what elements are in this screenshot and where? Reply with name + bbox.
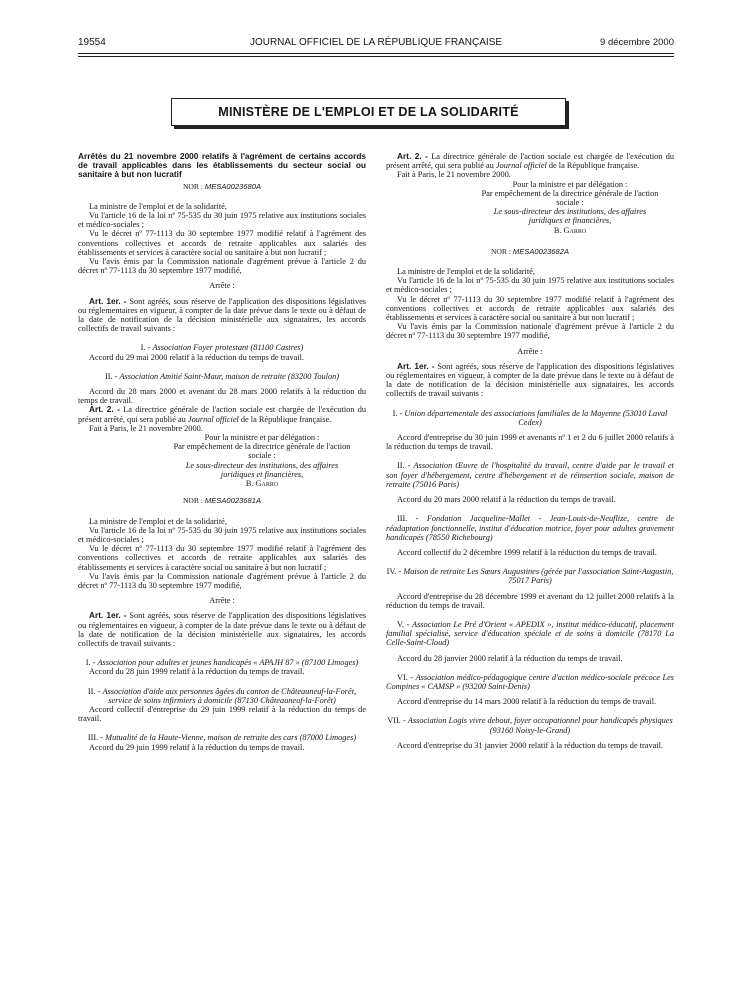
visa-paragraph: Vu l'article 16 de la loi nº 75-535 du 30 juin 1975 relative aux institutions sociales et médico-sociales ;	[78, 525, 366, 544]
page-number: 19554	[78, 37, 106, 48]
agreement-text: Accord d'entreprise du 14 mars 2000 relatif à la réduction du temps de travail.	[397, 697, 657, 707]
agreement-text: Accord d'entreprise du 31 janvier 2000 relatif à la réduction du temps de travail.	[397, 740, 663, 750]
agreement-entry	[386, 461, 674, 504]
agreement-text: Accord du 29 juin 1999 relatif à la réduction du temps de travail.	[89, 742, 305, 752]
nor-reference-3: NOR : MESA0023682A	[490, 246, 570, 256]
signature-date: Fait à Paris, le 21 novembre 2000.	[89, 423, 203, 433]
header-rule-bottom	[78, 56, 674, 57]
ministry-box	[171, 98, 566, 126]
visa-paragraph: Vu l'article 16 de la loi nº 75-535 du 30 juin 1975 relative aux institutions sociales et médico-sociales ;	[386, 276, 674, 295]
minister-line: La ministre de l'emploi et de la solidarité,	[89, 201, 227, 211]
agreement-text: Accord d'entreprise du 30 juin 1999 et avenants nº 1 et 2 du 6 juillet 2000 relatifs à la réduction du temps de travail.	[386, 433, 674, 452]
agreement-text: Accord collectif du 2 décembre 1999 relatif à la réduction du temps de travail.	[397, 547, 657, 557]
visa-paragraph: Vu l'avis émis par la Commission nationale d'agrément prévue à l'article 2 du décret nº 77-1113 du 30 septembre 1977 modifié,	[386, 322, 674, 341]
agreement-item: III. - Fondation Jacqueline-Mallet - Jean-Louis-de-Neuflize, centre de réadaptation fonctionnelle, institut d'éducation motrice, foyer pour adultes gravement handicapés (78550 Richebourg)	[386, 514, 675, 542]
agreement-entry	[386, 673, 674, 707]
agreement-entry	[386, 716, 674, 750]
minister-line: La ministre de l'emploi et de la solidarité,	[89, 516, 227, 526]
agreement-item: II. - Association Amitié Saint-Maur, maison de retraite (83200 Toulon)	[104, 371, 340, 381]
visa-paragraph: Vu l'avis émis par la Commission nationale d'agrément prévue à l'article 2 du décret nº 77-1113 du 30 septembre 1977 modifié,	[78, 571, 366, 590]
agreement-item: I. - Association Foyer protestant (81100 Castres)	[140, 343, 304, 353]
left-column	[78, 152, 366, 752]
minister-line: La ministre de l'emploi et de la solidarité,	[397, 267, 535, 277]
journal-title: JOURNAL OFFICIEL DE LA RÉPUBLIQUE FRANÇAISE	[249, 37, 503, 48]
agreement-entry	[386, 567, 674, 610]
agreement-item: II. - Association Œuvre de l'hospitalité du travail, centre d'aide par le travail et son foyer d'hébergement, centre d'hébergement et de réinsertion sociale, maison de retraite (75016 Paris)	[386, 461, 674, 489]
agreement-item: IV. - Maison de retraite Les Sœurs Augustines (gérée par l'association Saint-Augustin, 75017 Paris)	[386, 567, 674, 586]
agreement-text: Accord du 29 mai 2000 relatif à la réduction du temps de travail.	[89, 352, 304, 362]
signature-block: Pour la ministre et par délégation : Par empêchement de la directrice générale de l'action sociale : Le sous-directeur des institutions, des affaires juridiques et financières, B. Garro	[481, 179, 659, 235]
arrete-heading: Arrête :	[209, 281, 235, 291]
agreement-item: I. - Association pour adultes et jeunes handicapés « APAJH 87 » (87100 Limoges)	[85, 658, 359, 668]
nor-reference-1: NOR : MESA0023680A	[182, 181, 262, 191]
article-1: Art. 1er. - Sont agréés, sous réserve de l'application des dispositions législatives ou réglementaires en vigueur, à compter de la date prévue dans le texte ou à défaut de la date de notification de la décision ministérielle aux signataires, les accords collectifs de travail suivants :	[78, 610, 367, 648]
nor-reference-2: NOR : MESA0023681A	[182, 496, 262, 506]
article-2: Art. 2. - La directrice générale de l'action sociale est chargée de l'exécution du présent arrêté, qui sera publié au Journal officiel de la République française.	[386, 151, 674, 171]
decree-title: Arrêtés du 21 novembre 2000 relatifs à l'agrément de certains accords de travail applicables dans les établissements du secteur social ou sanitaire à but non lucratif	[78, 151, 366, 180]
visa-paragraph: Vu l'article 16 de la loi nº 75-535 du 30 juin 1975 relative aux institutions sociales et médico-sociales ;	[78, 211, 366, 230]
article-1: Art. 1er. - Sont agréés, sous réserve de l'application des dispositions législatives ou réglementaires en vigueur, à compter de la date prévue dans le texte ou à défaut de la date de notification de la décision ministérielle aux signataires, les accords collectifs de travail suivants :	[386, 360, 675, 399]
article-2: Art. 2. - La directrice générale de l'action sociale est chargée de l'exécution du présent arrêté, qui sera publié au Journal officiel de la République française.	[78, 404, 366, 424]
arrete-heading: Arrête :	[517, 346, 543, 356]
visa-paragraph: Vu le décret nº 77-1113 du 30 septembre 1977 modifié relatif à l'agrément des conventions collectives et accords de retraite applicables aux salariés des établissements et services à caractère social ou sanitaire à but non lucratif ;	[78, 229, 366, 257]
visa-paragraph: Vu le décret nº 77-1113 du 30 septembre 1977 modifié relatif à l'agrément des conventions collectives et accords de retraite applicables aux salariés des établissements et services à caractère social ou sanitaire à but non lucratif ;	[78, 544, 366, 572]
right-column	[386, 152, 674, 750]
agreement-text: Accord d'entreprise du 28 décembre 1999 et avenant du 12 juillet 2000 relatifs à la réduction du temps de travail.	[386, 591, 674, 610]
agreement-item: II. - Association d'aide aux personnes âgées du canton de Châteauneuf-la-Forêt, service de soins infirmiers à domicile (87130 Châteauneuf-la-Forêt)	[87, 686, 357, 705]
agreement-text: Accord du 28 janvier 2000 relatif à la réduction du temps de travail.	[397, 653, 623, 663]
arrete-heading: Arrête :	[209, 596, 235, 606]
agreement-item: VI. - Association médico-pédagogique centre d'action médico-sociale précoce Les Compines « CAMSP » (93200 Saint-Denis)	[386, 672, 674, 691]
agreement-text: Accord du 28 juin 1999 relatif à la réduction du temps de travail.	[89, 667, 305, 677]
agreement-text: Accord du 28 mars 2000 et avenant du 28 mars 2000 relatifs à la réduction du temps de travail.	[78, 387, 366, 406]
ministry-title: MINISTÈRE DE L'EMPLOI ET DE LA SOLIDARITÉ	[218, 105, 519, 119]
visa-paragraph: Vu l'avis émis par la Commission nationale d'agrément prévue à l'article 2 du décret nº 77-1113 du 30 septembre 1977 modifié,	[78, 257, 366, 276]
agreement-item: V. - Association Le Pré d'Orient « APEDIX », institut médico-éducatif, placement familial spécialisé, service d'éducation spéciale et de soins à domicile (78170 La Celle-Saint-Cloud)	[386, 619, 674, 648]
signature-block: Pour la ministre et par délégation : Par empêchement de la directrice générale de l'action sociale : Le sous-directeur des institutions, des affaires juridiques et financières, B. Garro	[173, 433, 351, 489]
signature-date: Fait à Paris, le 21 novembre 2000.	[397, 170, 511, 180]
agreement-entry	[386, 620, 674, 663]
agreement-entry	[386, 514, 674, 557]
agreement-text: Accord du 20 mars 2000 relatif à la réduction du temps de travail.	[397, 495, 616, 505]
agreement-item: VII. - Association Logis vivre debout, foyer occupationnel pour handicapés physiques (93160 Noisy-le-Grand)	[387, 716, 673, 735]
header-rule-top	[78, 53, 674, 54]
agreement-entry	[386, 409, 674, 452]
agreement-item: III. - Mutualité de la Haute-Vienne, maison de retraite des cars (87000 Limoges)	[87, 733, 357, 743]
issue-date: 9 décembre 2000	[600, 37, 674, 48]
page-header	[78, 37, 674, 51]
agreement-item: I. - Union départementale des associations familiales de la Mayenne (53010 Laval Cedex)	[392, 408, 668, 427]
visa-paragraph: Vu le décret nº 77-1113 du 30 septembre 1977 modifié relatif à l'agrément des conventions collectives et accords de retraite applicables aux salariés des établissements et services à caractère social ou sanitaire à but non lucratif ;	[386, 294, 674, 323]
article-1: Art. 1er. - Sont agréés, sous réserve de l'application des dispositions législatives ou réglementaires en vigueur, à compter de la date prévue dans le texte ou à défaut de la date de notification de la décision ministérielle aux signataires, les accords collectifs de travail suivants :	[78, 295, 367, 334]
agreement-text: Accord collectif d'entreprise du 29 juin 1999 relatif à la réduction du temps de travail.	[78, 704, 366, 724]
